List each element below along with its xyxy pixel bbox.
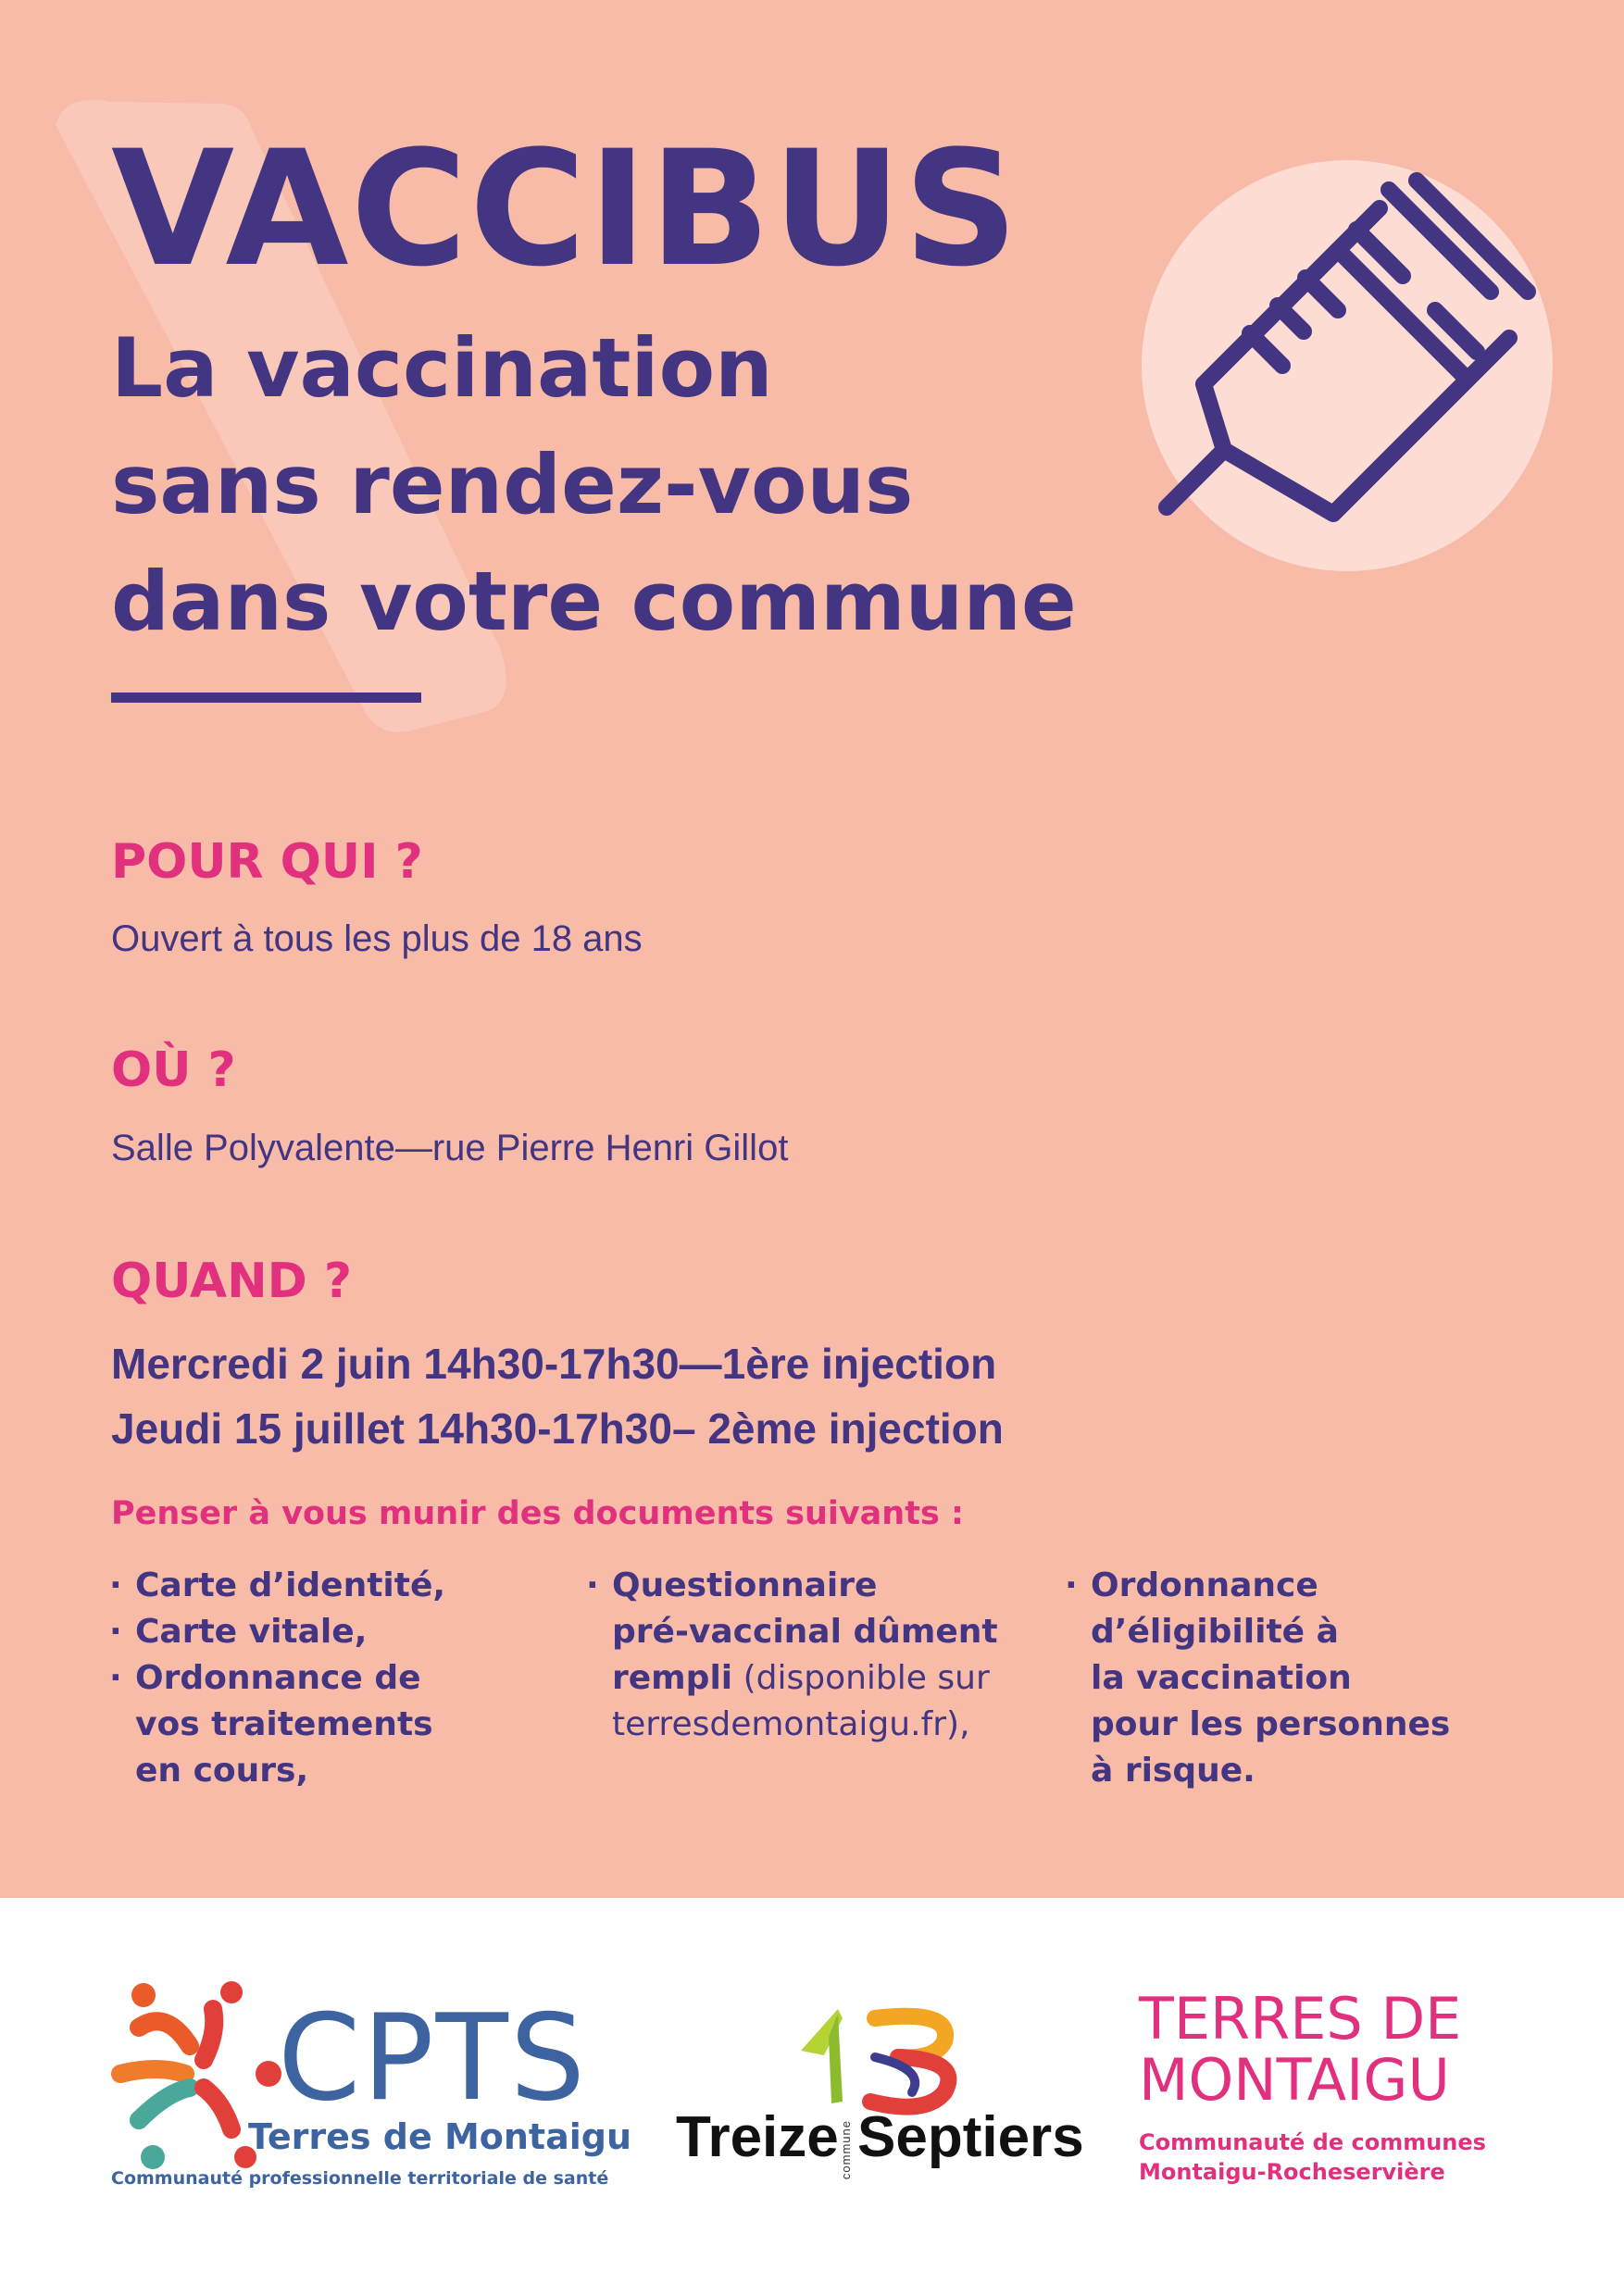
documents-column-1 (109, 1563, 445, 1794)
when-dates (111, 1331, 1004, 1461)
page-subtitle (111, 310, 1077, 660)
where-heading: OÙ ? (111, 1042, 236, 1098)
who-heading: POUR QUI ? (111, 834, 423, 890)
syringe-badge (1139, 157, 1555, 579)
treize-word: Treize (676, 2105, 839, 2169)
doc-item-questionnaire-line-3 (586, 1655, 998, 1702)
doc-item-eligibility-line-4: pour les personnes (1091, 1705, 1451, 1743)
subtitle-line-1: La vaccination (111, 320, 773, 416)
tdm-sub-line-2: Montaigu-Rocheservière (1139, 2159, 1445, 2185)
tdm-line-1: TERRES DE (1139, 1985, 1462, 2053)
terres-de-montaigu-logo (1139, 1985, 1462, 2114)
doc-item-questionnaire: · Questionnaire (586, 1563, 998, 1609)
subtitle-line-3: dans votre commune (111, 554, 1077, 649)
treize-septiers-logo-icon (787, 2000, 991, 2120)
doc-item-vitale-card: · Carte vitale, (109, 1609, 445, 1655)
doc-item-prescription-line-3: en cours, (135, 1752, 309, 1790)
doc-item-questionnaire-website: terresdemontaigu.fr), (612, 1705, 970, 1743)
questionnaire-rempli: rempli (612, 1659, 733, 1697)
questionnaire-availability: (disponible sur (732, 1659, 990, 1697)
when-line-1: Mercredi 2 juin 14h30-17h30—1ère injection (111, 1340, 997, 1388)
tdm-subtitle (1139, 2128, 1486, 2187)
doc-item-id-card: · Carte d’identité, (109, 1563, 445, 1609)
treize-commune-label: commune (839, 2120, 853, 2180)
tdm-sub-line-1: Communauté de communes (1139, 2129, 1486, 2155)
documents-heading: Penser à vous munir des documents suivants : (111, 1495, 964, 1532)
where-text: Salle Polyvalente—rue Pierre Henri Gillot (111, 1128, 789, 1168)
when-line-2: Jeudi 15 juillet 14h30-17h30– 2ème injection (111, 1404, 1004, 1453)
who-text: Ouvert à tous les plus de 18 ans (111, 918, 643, 959)
septiers-word: Septiers (857, 2105, 1084, 2169)
page-title: VACCIBUS (111, 116, 1020, 302)
cpts-tagline: Communauté professionnelle territoriale de santé (111, 2168, 609, 2189)
cpts-subtitle: Terres de Montaigu (248, 2116, 632, 2157)
subtitle-line-2: sans rendez-vous (111, 437, 914, 532)
title-underline (111, 693, 421, 703)
doc-item-prescription-line-2: vos traitements (135, 1705, 433, 1743)
documents-column-2 (586, 1563, 998, 1748)
doc-item-eligibility-line-3: la vaccination (1091, 1659, 1352, 1697)
tdm-line-2: MONTAIGU (1139, 2046, 1450, 2114)
documents-column-3 (1065, 1563, 1450, 1794)
doc-item-questionnaire-line-2: pré-vaccinal dûment (612, 1613, 998, 1651)
doc-item-eligibility-line-5: à risque. (1091, 1752, 1255, 1790)
syringe-icon (1139, 157, 1555, 574)
when-heading: QUAND ? (111, 1254, 353, 1309)
doc-item-eligibility: · Ordonnance (1065, 1563, 1450, 1609)
doc-item-eligibility-line-2: d’éligibilité à (1091, 1613, 1339, 1651)
doc-item-prescription: · Ordonnance de (109, 1655, 445, 1702)
cpts-name: CPTS (278, 1990, 587, 2128)
